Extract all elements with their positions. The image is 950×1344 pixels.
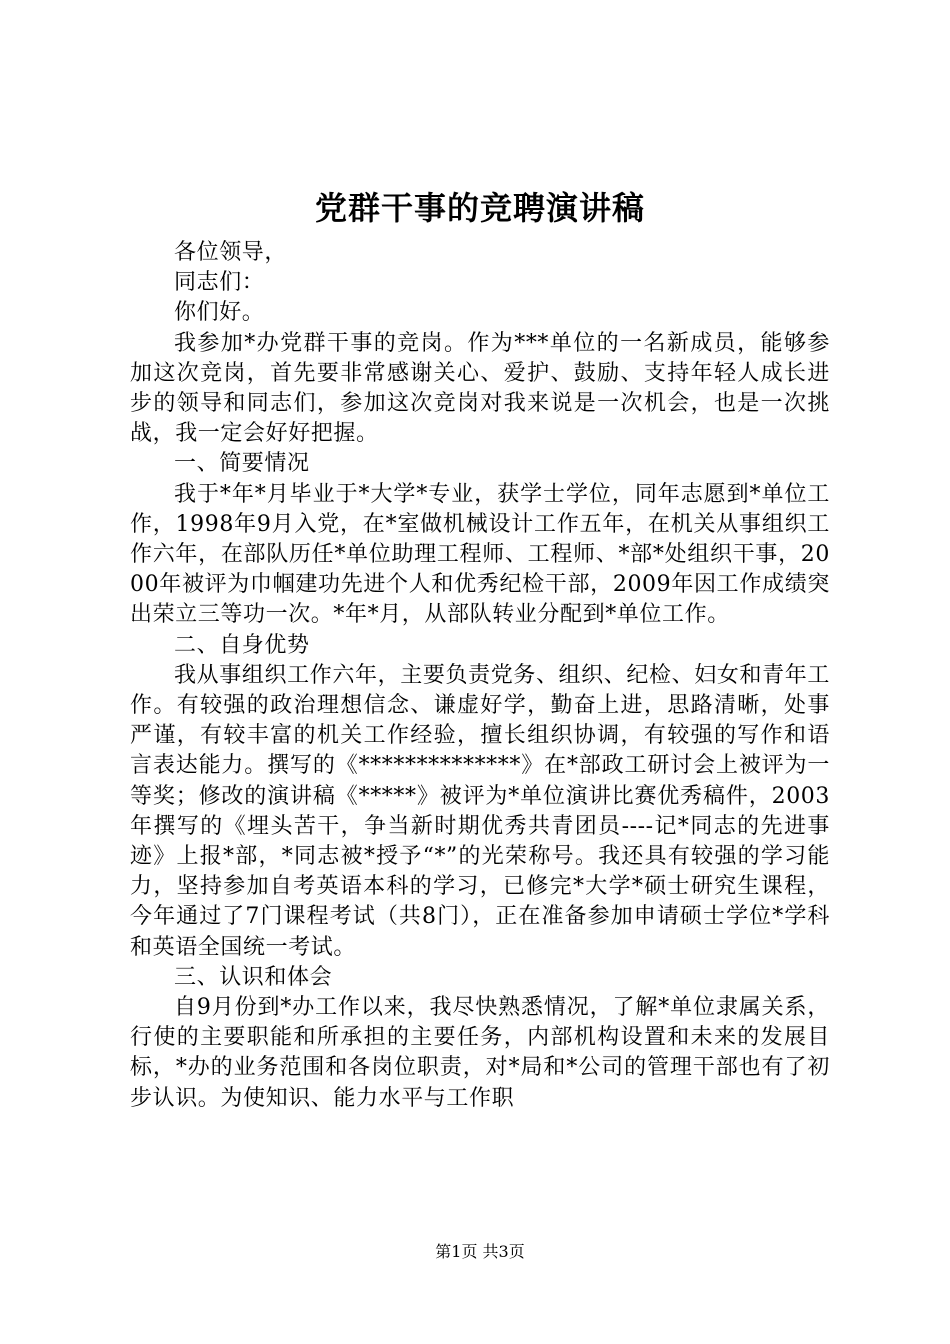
section-3-paragraph: 自9月份到*办工作以来，我尽快熟悉情况，了解*单位隶属关系，行使的主要职能和所承担的主要任务，内部机构设置和未来的发展目标，*办的业务范围和各岗位职责，对*局和*公司的管理干部也有了初步认识。为使知识、能力水平与工作职	[130, 995, 830, 1111]
section-2-paragraph: 我从事组织工作六年，主要负责党务、组织、纪检、妇女和青年工作。有较强的政治理想信念、谦虚好学，勤奋上进，思路清晰，处事严谨，有较丰富的机关工作经验，擅长组织协调，有较强的写作和语言表达能力。撰写的《**************》在*部政工研讨会上被评为一等奖；修改的演讲稿《*****》被评为*单位演讲比赛优秀稿件，2003年撰写的《埋头苦干，争当新时期优秀共青团员----记*同志的先进事迹》上报*部，*同志被*授予“*”的光荣称号。我还具有较强的学习能力，坚持参加自考英语本科的学习，已修完*大学*硕士研究生课程，今年通过了7门课程考试（共8门），正在准备参加申请硕士学位*学科和英语全国统一考试。	[130, 662, 830, 960]
section-1-paragraph: 我于*年*月毕业于*大学*专业，获学士学位，同年志愿到*单位工作，1998年9月入党，在*室做机械设计工作五年，在机关从事组织工作六年，在部队历任*单位助理工程师、工程师、*部*处组织干事，2000年被评为巾帼建功先进个人和优秀纪检干部，2009年因工作成绩突出荣立三等功一次。*年*月，从部队转业分配到*单位工作。	[130, 481, 830, 628]
salutation-comrades: 同志们：	[174, 270, 265, 296]
section-heading-2: 二、自身优势	[174, 632, 310, 658]
salutation-leaders: 各位领导，	[174, 240, 288, 265]
page-footer: 第1页 共3页	[435, 1242, 525, 1261]
document-page	[130, 0, 830, 1344]
document-title: 党群干事的竞聘演讲稿	[314, 189, 645, 227]
section-heading-3: 三、认识和体会	[174, 964, 333, 990]
section-heading-1: 一、简要情况	[174, 451, 310, 477]
document-body	[130, 238, 830, 1114]
greeting: 你们好。	[174, 300, 265, 326]
intro-paragraph: 我参加*办党群干事的竞岗。作为***单位的一名新成员，能够参加这次竞岗，首先要非常感谢关心、爱护、鼓励、支持年轻人成长进步的领导和同志们，参加这次竞岗对我来说是一次机会，也是一次挑战，我一定会好好把握。	[130, 330, 830, 447]
